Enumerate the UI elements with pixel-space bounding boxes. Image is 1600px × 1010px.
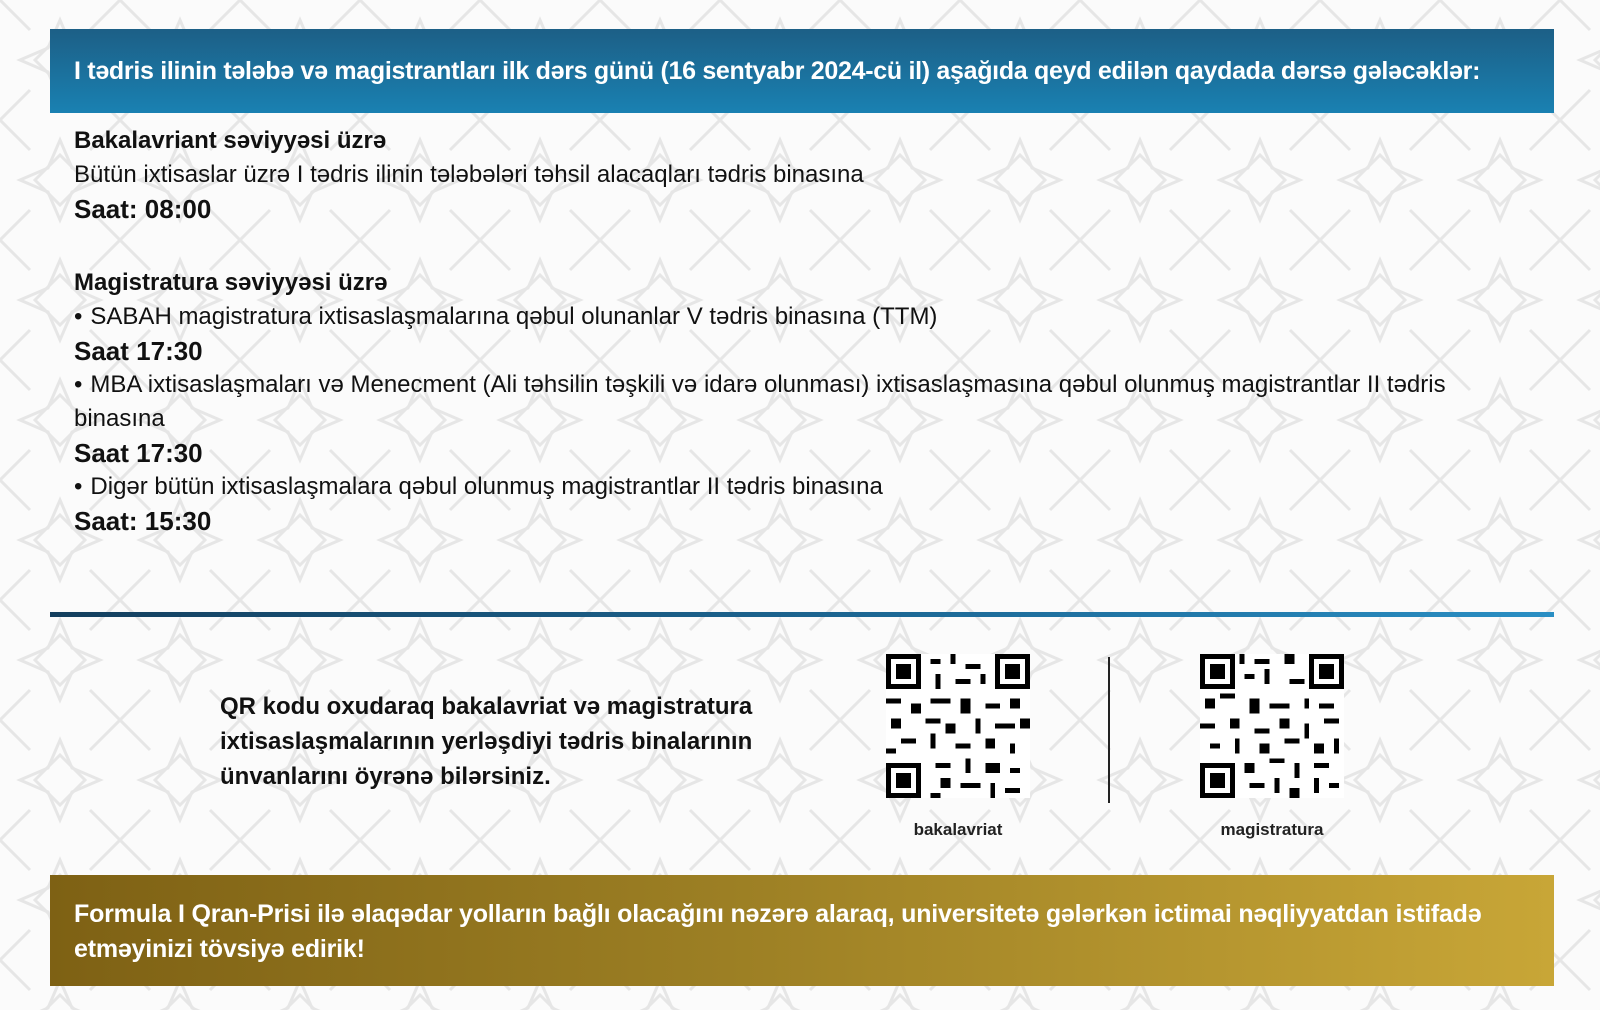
- master-item: [74, 300, 1534, 334]
- master-item: [74, 368, 1534, 436]
- bachelor-line: Bütün ixtisaslar üzrə I tədris ilinin tələbələri təhsil alacaqları tədris binasına: [74, 161, 864, 188]
- footer-banner: [50, 875, 1554, 986]
- bullet-mark: •: [74, 303, 83, 330]
- master-item-time: Saat: 15:30: [74, 506, 212, 536]
- master-item-text: SABAH magistratura ixtisaslaşmalarına qəbul olunanlar V tədris binasına (TTM): [90, 303, 938, 330]
- master-item-text: Digər bütün ixtisaslaşmalara qəbul olunmuş magistrantlar II tədris binasına: [90, 473, 883, 500]
- master-item-time: Saat 17:30: [74, 438, 203, 468]
- qr-label: magistratura: [1220, 820, 1324, 839]
- qr-separator: [1108, 657, 1110, 803]
- qr-magistratura[interactable]: [1197, 654, 1347, 840]
- footer-text: Formula I Qran-Prisi ilə əlaqədar yolların bağlı olacağını nəzərə alaraq, universitetə gələrkən ictimai nəqliyyatdan istifadə etməyinizi tövsiyə edirik!: [74, 900, 1482, 963]
- section-gap: [74, 226, 1534, 266]
- master-title: Magistratura səviyyəsi üzrə: [74, 269, 388, 296]
- master-item-text: MBA ixtisaslaşmaları və Menecment (Ali təhsilin təşkili və idarə olunması) ixtisaslaşmasına qəbul olunmuş magistrantlar II tədris binasına: [74, 371, 1446, 432]
- header-banner: [50, 29, 1554, 113]
- qr-label: bakalavriat: [913, 820, 1003, 839]
- qr-code-icon[interactable]: [1200, 654, 1344, 798]
- header-text: I tədris ilinin tələbə və magistrantları ilk dərs günü (16 sentyabr 2024-cü il) aşağıda qeyd edilən qaydada dərsə gələcəklər:: [74, 56, 1481, 85]
- bachelor-title: Bakalavriant səviyyəsi üzrə: [74, 127, 387, 154]
- bullet-mark: •: [74, 473, 83, 500]
- master-item-time: Saat 17:30: [74, 336, 203, 366]
- qr-code-icon[interactable]: [886, 654, 1030, 798]
- master-item: [74, 470, 1534, 504]
- qr-instruction-text: QR kodu oxudaraq bakalavriat və magistratura ixtisaslaşmalarının yerləşdiyi tədris binalarının ünvanlarını öyrənə bilərsiniz.: [220, 693, 753, 790]
- qr-bakalavriat[interactable]: [883, 654, 1033, 840]
- bachelor-time: Saat: 08:00: [74, 194, 212, 224]
- section-divider: [50, 612, 1554, 617]
- schedule-content: [74, 124, 1534, 538]
- bullet-mark: •: [74, 371, 83, 398]
